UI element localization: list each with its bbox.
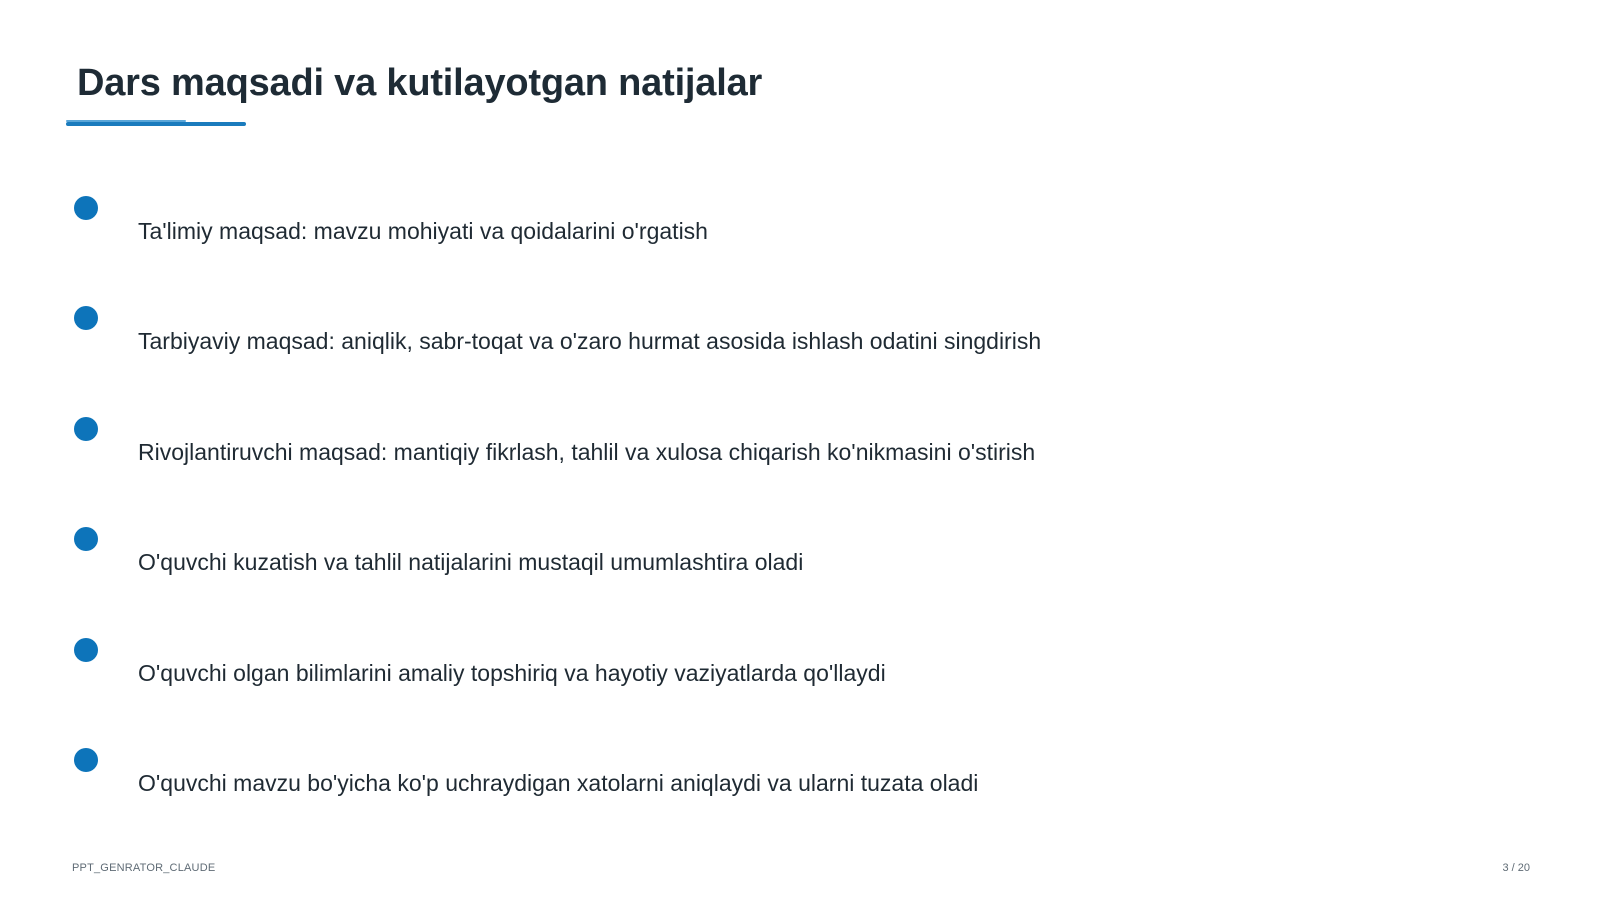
bullet-dot-icon [74,638,98,662]
slide-title: Dars maqsadi va kutilayotgan natijalar [77,62,763,104]
page-indicator: 3 / 20 [1502,862,1530,874]
bullet-text: Tarbiyaviy maqsad: aniqlik, sabr-toqat va o'zaro hurmat asosida ishlash odatini singdirish [138,328,1042,354]
bullet-dot-icon [74,527,98,551]
bullet-dot-icon [74,306,98,330]
list-item [0,196,1500,266]
list-item [0,306,1500,376]
bullet-dot-icon [74,417,98,441]
bullet-text: Rivojlantiruvchi maqsad: mantiqiy fikrlash, tahlil va xulosa chiqarish ko'nikmasini o'stirish [138,439,1036,465]
list-item [0,417,1500,487]
bullet-text: O'quvchi kuzatish va tahlil natijalarini mustaqil umumlashtira oladi [138,549,804,575]
bullet-dot-icon [74,196,98,220]
bullet-text: O'quvchi mavzu bo'yicha ko'p uchraydigan xatolarni aniqlaydi va ularni tuzata oladi [138,770,979,796]
bullet-text: O'quvchi olgan bilimlarini amaliy topshiriq va hayotiy vaziyatlarda qo'llaydi [138,660,886,686]
list-item [0,748,1500,818]
list-item [0,527,1500,597]
footer-source-label: PPT_GENRATOR_CLAUDE [72,862,216,874]
bullet-dot-icon [74,748,98,772]
bullet-text: Ta'limiy maqsad: mavzu mohiyati va qoidalarini o'rgatish [138,218,708,244]
list-item [0,638,1500,708]
